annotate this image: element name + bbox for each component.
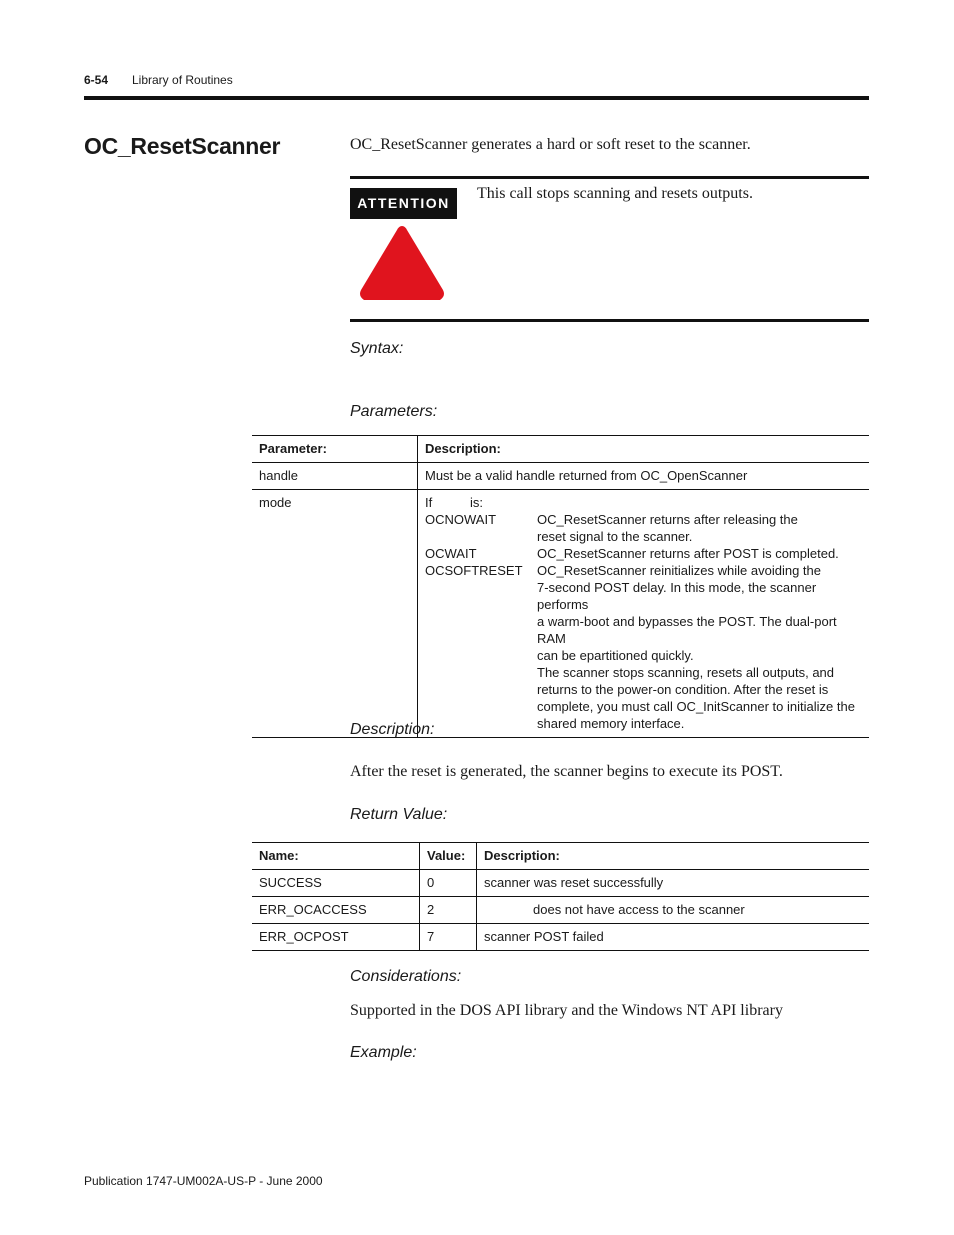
column-header: Parameter:	[252, 436, 418, 463]
syntax-label: Syntax:	[350, 340, 404, 357]
table-row	[252, 490, 869, 738]
mode-option-text: reset signal to the scanner.	[537, 529, 693, 544]
mode-condition	[425, 494, 862, 511]
mode-option-name: OCSOFTRESET	[425, 563, 523, 578]
mode-option-line	[425, 681, 862, 698]
mode-option-name	[425, 647, 537, 664]
page-number: 6-54	[84, 73, 109, 87]
description-label: Description:	[350, 721, 435, 738]
mode-option-line	[425, 579, 862, 613]
return-value: 2	[420, 897, 477, 924]
param-description: Must be a valid handle returned from OC_OpenScanner	[425, 468, 748, 483]
mode-option-line	[425, 647, 862, 664]
considerations-label: Considerations:	[350, 968, 462, 985]
attention-badge: ATTENTION	[350, 188, 457, 219]
return-name: ERR_OCACCESS	[252, 897, 420, 924]
mode-option-name	[425, 698, 537, 715]
mode-option-line	[425, 511, 862, 528]
mode-option-name	[425, 681, 537, 698]
table-header-row	[252, 436, 869, 463]
example-label: Example:	[350, 1044, 417, 1061]
mode-option-text: shared memory interface.	[537, 716, 685, 731]
mode-options	[425, 511, 862, 732]
mode-option-name: OCWAIT	[425, 546, 477, 561]
mode-option-name: OCNOWAIT	[425, 512, 497, 527]
return-value: 7	[420, 924, 477, 951]
mode-option-text: OC_ResetScanner reinitializes while avoiding the	[537, 563, 821, 578]
mode-option-line	[425, 715, 862, 732]
mode-option-text: 7-second POST delay. In this mode, the scanner performs	[537, 580, 817, 612]
running-title: Library of Routines	[132, 73, 233, 87]
param-name: handle	[252, 463, 418, 490]
column-header: Value:	[420, 843, 477, 870]
parameters-label: Parameters:	[350, 403, 438, 420]
mode-option-line	[425, 664, 862, 681]
return-name: ERR_OCPOST	[252, 924, 420, 951]
section-title: OC_ResetScanner	[84, 133, 281, 159]
return-description: scanner POST failed	[484, 929, 604, 944]
mode-is: is:	[470, 495, 483, 510]
mode-if: If	[425, 495, 433, 510]
mode-option-text: OC_ResetScanner returns after releasing the	[537, 512, 798, 527]
mode-option-line	[425, 698, 862, 715]
intro-text: OC_ResetScanner generates a hard or soft reset to the scanner.	[350, 136, 751, 153]
mode-option-text: a warm-boot and bypasses the POST. The dual-port RAM	[537, 614, 837, 646]
table-header-row	[252, 843, 869, 870]
mode-option-text: complete, you must call OC_InitScanner to initialize the	[537, 699, 855, 714]
mode-option-text: OC_ResetScanner returns after POST is completed.	[537, 546, 839, 561]
return-name: SUCCESS	[252, 870, 420, 897]
mode-option-name	[425, 613, 537, 647]
return-value-label: Return Value:	[350, 806, 448, 823]
parameters-table	[252, 435, 869, 738]
attention-text: This call stops scanning and resets outputs.	[477, 185, 753, 202]
attention-top-rule	[350, 176, 869, 179]
mode-option-line	[425, 562, 862, 579]
mode-option-line	[425, 545, 862, 562]
return-value-table	[252, 842, 869, 951]
warning-triangle-icon	[357, 222, 447, 304]
mode-option-text: The scanner stops scanning, resets all outputs, and	[537, 665, 835, 680]
description-text: After the reset is generated, the scanner begins to execute its POST.	[350, 763, 783, 780]
param-description	[418, 490, 870, 738]
footer-publication: Publication 1747-UM002A-US-P - June 2000	[84, 1174, 323, 1188]
return-description: scanner was reset successfully	[484, 875, 664, 890]
mode-option-line	[425, 613, 862, 647]
return-value: 0	[420, 870, 477, 897]
considerations-text: Supported in the DOS API library and the Windows NT API library	[350, 1002, 783, 1019]
table-row	[252, 897, 869, 924]
attention-bottom-rule	[350, 319, 869, 322]
header-rule	[84, 96, 869, 100]
table-row	[252, 463, 869, 490]
column-header: Name:	[252, 843, 420, 870]
mode-option-name	[425, 664, 537, 681]
mode-option-line	[425, 528, 862, 545]
param-name: mode	[252, 490, 418, 738]
mode-option-name	[425, 528, 537, 545]
column-header: Description:	[425, 441, 501, 456]
table-row	[252, 924, 869, 951]
column-header: Description:	[484, 848, 560, 863]
mode-option-text: can be epartitioned quickly.	[537, 648, 694, 663]
mode-option-name	[425, 715, 537, 732]
return-description: does not have access to the scanner	[533, 902, 745, 917]
mode-option-text: returns to the power-on condition. After the reset is	[537, 682, 829, 697]
table-row	[252, 870, 869, 897]
mode-option-name	[425, 579, 537, 613]
